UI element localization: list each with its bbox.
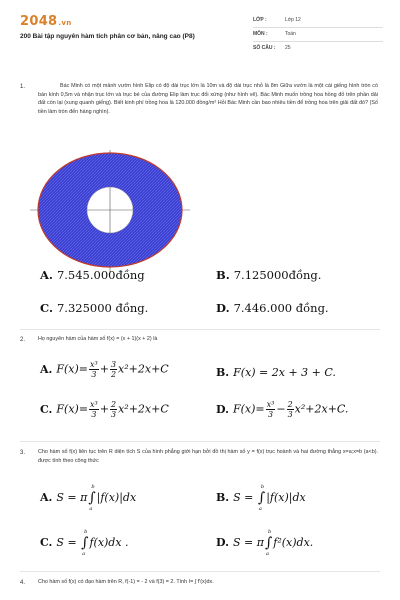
option-c[interactable]: C. S = ∫ b a f(x)dx . [40,529,129,557]
option-c[interactable]: C. F(x)= $\frac{\text{x³}}{3}$ + $\frac{2}{3}$ x²+2x+C [40,400,169,419]
question-text: Họ nguyên hàm của hàm số f(x) = (x + 1)(x + 2) là [38,336,158,342]
meta-class: LỚP : Lớp 12 [253,17,301,23]
option-b[interactable]: B. S = ∫ b a |f(x)|dx [216,484,306,512]
question-text: Cho hàm số f(x) có đạo hàm trên R, f(-1) = - 2 và f(3) = 2. Tính I= ∫ f'(x)dx. [38,579,214,585]
meta-subject: MÔN : Toán [253,31,296,37]
question-number: 4. [20,580,26,586]
question-text: Cho hàm số f(x) liên tục trên R diện tích S của hình phẳng giới hạn bởi đồ thị hàm số y = f(x) trục hoành và hai đường thẳng x=a;x=b (a<b). được tính theo công thức [38,449,378,464]
ellipse-garden-figure [28,148,192,274]
question-text: Bác Minh có một mảnh vườn hình Elip có độ dài trục lớn là 10m và độ dài trục nhỏ là 8m Giữa vườn là một cái giếng hình tròn có bán kính 0,5m và nhận trục lớn và trục bé của đường Elip làm trục đối xứng (như hình vẽ). Bác Minh muốn trồng hoa hồng đỏ trên phần dải đất còn lại (xung quanh giếng). Biết kinh phí trồng hoa là 120.000 đồng/m² Hỏi Bác Minh cần bao nhiêu tiền để trồng hoa trên giải đất đó? (Số tiền làm tròn đến hàng nghìn). [38,83,378,115]
meta-count: SỐ CÂU : 25 [253,45,291,51]
option-a[interactable]: A. S = π∫ b a |f(x)|dx [40,484,137,512]
option-d[interactable]: D. S = π∫ b a f²(x)dx. [216,529,314,557]
option-a[interactable]: A. F(x)= $\frac{\text{x³}}{3}$ + $\frac{3}{2}$ x²+2x+C [40,360,169,379]
question-number: 1. [20,84,26,90]
divider [253,27,383,28]
option-d[interactable]: D. 7.446.000 đồng. [216,301,329,315]
option-c[interactable]: C. 7.325000 đồng. [40,301,149,315]
document-title: 200 Bài tập nguyên hàm tích phân cơ bản, nâng cao (P8) [20,33,195,40]
site-logo[interactable]: 2048.vn [20,14,72,29]
option-b[interactable]: B. F(x) = 2x + 3 + C. [216,366,336,379]
divider [20,571,380,572]
divider [20,441,380,442]
question-number: 3. [20,450,26,456]
option-d[interactable]: D. F(x)= $\frac{\text{x³}}{3}$ − $\frac{2}{3}$ x²+2x+C. [216,400,349,419]
divider [253,41,383,42]
option-a[interactable]: A. 7.545.000đồng [40,268,145,282]
question-number: 2. [20,337,26,343]
divider [20,329,380,330]
option-b[interactable]: B. 7.125000đồng. [216,268,322,282]
page-header [0,0,400,58]
